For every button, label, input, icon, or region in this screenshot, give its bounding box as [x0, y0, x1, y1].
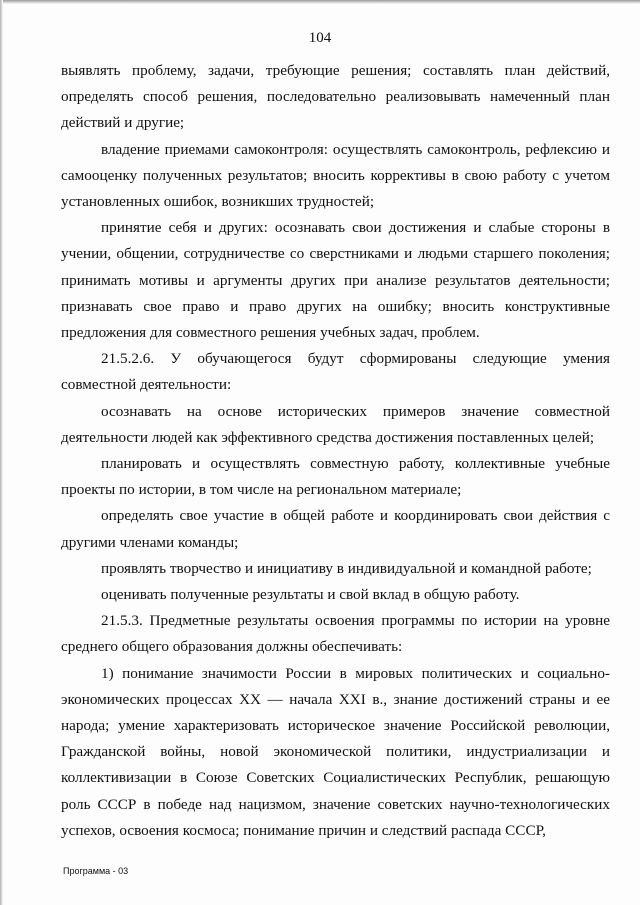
- paragraph-joint-activity-value: осознавать на основе исторических примеров значение совместной деятельности людей как эффективного средства достижения поставленных целей;: [61, 402, 610, 446]
- paragraph-define-participation: определять свое участие в общей работе и координировать свои действия с другими членами команды;: [61, 507, 610, 551]
- paragraph-creativity: проявлять творчество и инициативу в индивидуальной и командной работе;: [101, 559, 592, 577]
- document-body: [61, 58, 610, 844]
- scan-edge-left: [0, 0, 3, 905]
- paragraph-item-1: 1) понимание значимости России в мировых политических и социально-экономических процессах XX — начала XXI в., знание достижений страны и ее народа; умение характеризовать историческое значение Российской революции, Гражданской войны, новой экономической политики, индустриализации и коллективизации в Союзе Советских Социалистических Республик, решающую роль СССР в победе над нацизмом, значение советских научно-технологических успехов, освоения космоса; понимание причин и следствий распада СССР,: [61, 664, 610, 839]
- paragraph-section-21-5-3: 21.5.3. Предметные результаты освоения программы по истории на уровне среднего общего образования должны обеспечивать:: [61, 612, 610, 656]
- paragraph-section-21-5-2-6: 21.5.2.6. У обучающегося будут сформированы следующие умения совместной деятельности:: [61, 350, 610, 394]
- page-footer: Программа - 03: [63, 866, 129, 876]
- paragraph-evaluate-results: оценивать полученные результаты и свой вклад в общую работу.: [101, 586, 520, 604]
- paragraph-continuation: выявлять проблему, задачи, требующие решения; составлять план действий, определять способ решения, последовательно реализовывать намеченный план действий и другие;: [61, 62, 610, 132]
- paragraph-plan-joint-work: планировать и осуществлять совместную работу, коллективные учебные проекты по истории, в том числе на региональном материале;: [61, 455, 610, 499]
- paragraph-self-control: владение приемами самоконтроля: осуществлять самоконтроль, рефлексию и самооценку полученных результатов; вносить коррективы в свою работу с учетом установленных ошибок, возникших трудностей;: [61, 140, 610, 211]
- paragraph-acceptance: принятие себя и других: осознавать свои достижения и слабые стороны в учении, общении, сотрудничестве со сверстниками и людьми старшего поколения; принимать мотивы и аргументы других при анализе результатов деятельности; признавать свое право и право других на ошибку; вносить конструктивные предложения для совместного решения учебных задач, проблем.: [61, 219, 610, 342]
- scan-edge-top: [0, 0, 640, 4]
- page-number: 104: [308, 30, 332, 46]
